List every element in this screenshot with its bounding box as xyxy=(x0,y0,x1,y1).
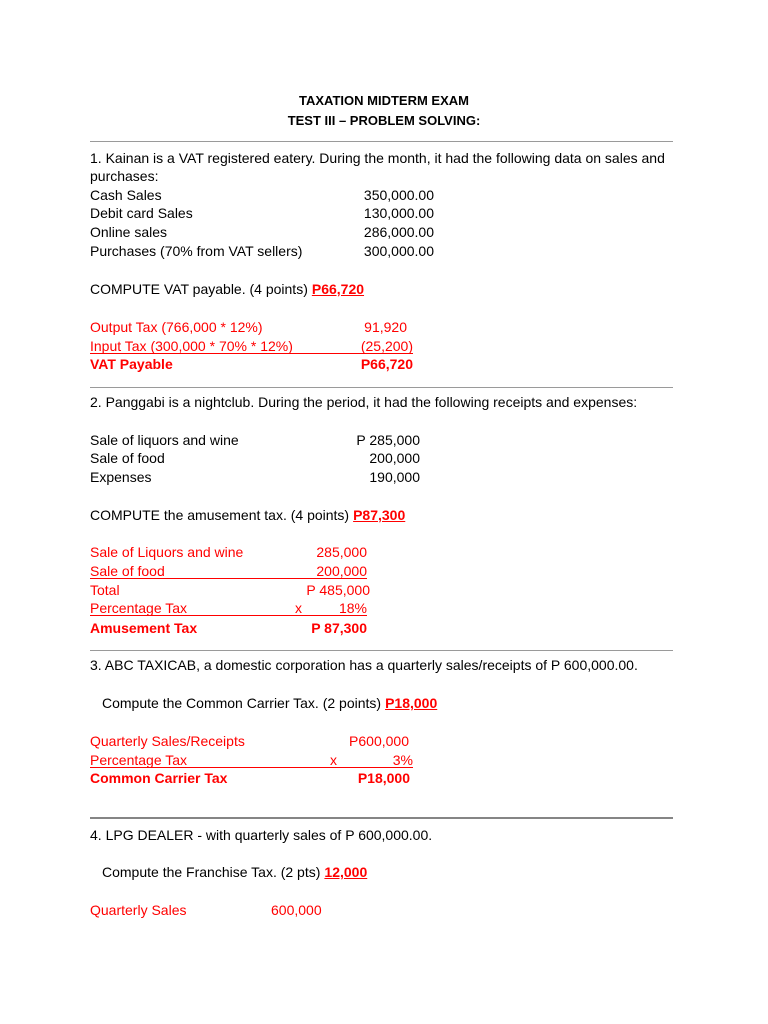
section-divider xyxy=(90,817,673,819)
solution-value: 91,920 xyxy=(364,319,407,335)
data-row xyxy=(90,449,420,467)
section-divider xyxy=(90,387,673,388)
data-value: 286,000.00 xyxy=(363,224,434,240)
solution-row xyxy=(90,581,370,599)
solution-value: (25,200) xyxy=(360,338,413,354)
solution-label: VAT Payable xyxy=(90,356,173,372)
solution-value: P66,720 xyxy=(360,356,413,372)
multiply-operator: x xyxy=(295,600,302,616)
solution-value: 285,000 xyxy=(316,544,367,560)
solution-value: 200,000 xyxy=(316,563,367,579)
solution-value: 3% xyxy=(392,752,413,768)
exam-subtitle: TEST III – PROBLEM SOLVING: xyxy=(287,113,481,128)
data-value: P 285,000 xyxy=(356,432,420,448)
answer-highlight: P18,000 xyxy=(385,695,438,711)
solution-row-underlined xyxy=(90,562,367,579)
section-divider xyxy=(90,141,673,142)
solution-row xyxy=(90,732,413,750)
data-value: 200,000 xyxy=(369,450,420,466)
solution-label: Quarterly Sales xyxy=(90,902,187,918)
solution-row xyxy=(90,318,413,336)
data-label: Sale of food xyxy=(90,450,165,466)
data-value: 190,000 xyxy=(369,469,420,485)
data-row xyxy=(90,242,434,260)
data-row xyxy=(90,186,434,204)
solution-label: Sale of Liquors and wine xyxy=(90,544,244,560)
problem-1-instruction xyxy=(90,280,364,298)
data-label: Purchases (70% from VAT sellers) xyxy=(90,243,303,259)
section-divider xyxy=(90,650,673,651)
data-label: Cash Sales xyxy=(90,187,162,203)
problem-4-instruction xyxy=(102,863,367,881)
solution-label: Quarterly Sales/Receipts xyxy=(90,733,245,749)
solution-label: Amusement Tax xyxy=(90,620,198,636)
solution-total-row xyxy=(90,355,413,373)
solution-label: Sale of food xyxy=(90,563,165,579)
solution-value: P18,000 xyxy=(357,770,410,786)
instruction-text: COMPUTE the amusement tax. (4 points) xyxy=(90,507,350,523)
problem-2-instruction xyxy=(90,506,405,524)
problem-2-question: 2. Panggabi is a nightclub. During the period, it had the following receipts and expenses: xyxy=(90,394,638,410)
problem-3-question: 3. ABC TAXICAB, a domestic corporation has a quarterly sales/receipts of P 600,000.00. xyxy=(90,657,638,673)
multiply-operator: x xyxy=(330,752,337,768)
problem-1-question-continued: purchases: xyxy=(90,168,159,184)
data-value: 130,000.00 xyxy=(363,205,434,221)
answer-highlight: 12,000 xyxy=(324,864,368,880)
answer-highlight: P87,300 xyxy=(353,507,406,523)
solution-total-row xyxy=(90,619,367,637)
solution-total-row xyxy=(90,769,413,787)
solution-row xyxy=(90,543,367,561)
instruction-text: Compute the Common Carrier Tax. (2 points) xyxy=(102,695,382,711)
solution-row-underlined xyxy=(90,599,367,616)
data-row xyxy=(90,468,420,486)
solution-value: 600,000 xyxy=(271,902,322,918)
data-value: 300,000.00 xyxy=(363,243,434,259)
data-row xyxy=(90,223,434,241)
data-label: Debit card Sales xyxy=(90,205,193,221)
data-row xyxy=(90,431,420,449)
solution-value: 18% xyxy=(338,600,367,616)
solution-label: Percentage Tax xyxy=(90,600,188,616)
solution-value: P 87,300 xyxy=(311,620,367,636)
solution-label: Percentage Tax xyxy=(90,752,188,768)
solution-label: Input Tax (300,000 * 70% * 12%) xyxy=(90,338,293,354)
exam-title: TAXATION MIDTERM EXAM xyxy=(299,93,469,108)
instruction-text: COMPUTE VAT payable. (4 points) xyxy=(90,281,308,297)
solution-row xyxy=(90,901,330,919)
solution-label: Total xyxy=(90,582,120,598)
solution-label: Output Tax (766,000 * 12%) xyxy=(90,319,263,335)
data-row xyxy=(90,204,434,222)
instruction-text: Compute the Franchise Tax. (2 pts) xyxy=(102,864,321,880)
data-label: Online sales xyxy=(90,224,168,240)
answer-highlight: P66,720 xyxy=(311,281,365,297)
data-label: Sale of liquors and wine xyxy=(90,432,239,448)
problem-3-instruction xyxy=(102,694,437,712)
problem-1-question: 1. Kainan is a VAT registered eatery. During the month, it had the following data on sales and xyxy=(90,150,665,166)
solution-label: Common Carrier Tax xyxy=(90,770,228,786)
data-value: 350,000.00 xyxy=(363,187,434,203)
solution-value: P 485,000 xyxy=(306,582,370,598)
problem-4-question: 4. LPG DEALER - with quarterly sales of P 600,000.00. xyxy=(90,827,433,843)
solution-row-underlined xyxy=(90,751,413,768)
solution-row-underlined xyxy=(90,337,413,354)
data-label: Expenses xyxy=(90,469,152,485)
solution-value: P600,000 xyxy=(349,733,409,749)
